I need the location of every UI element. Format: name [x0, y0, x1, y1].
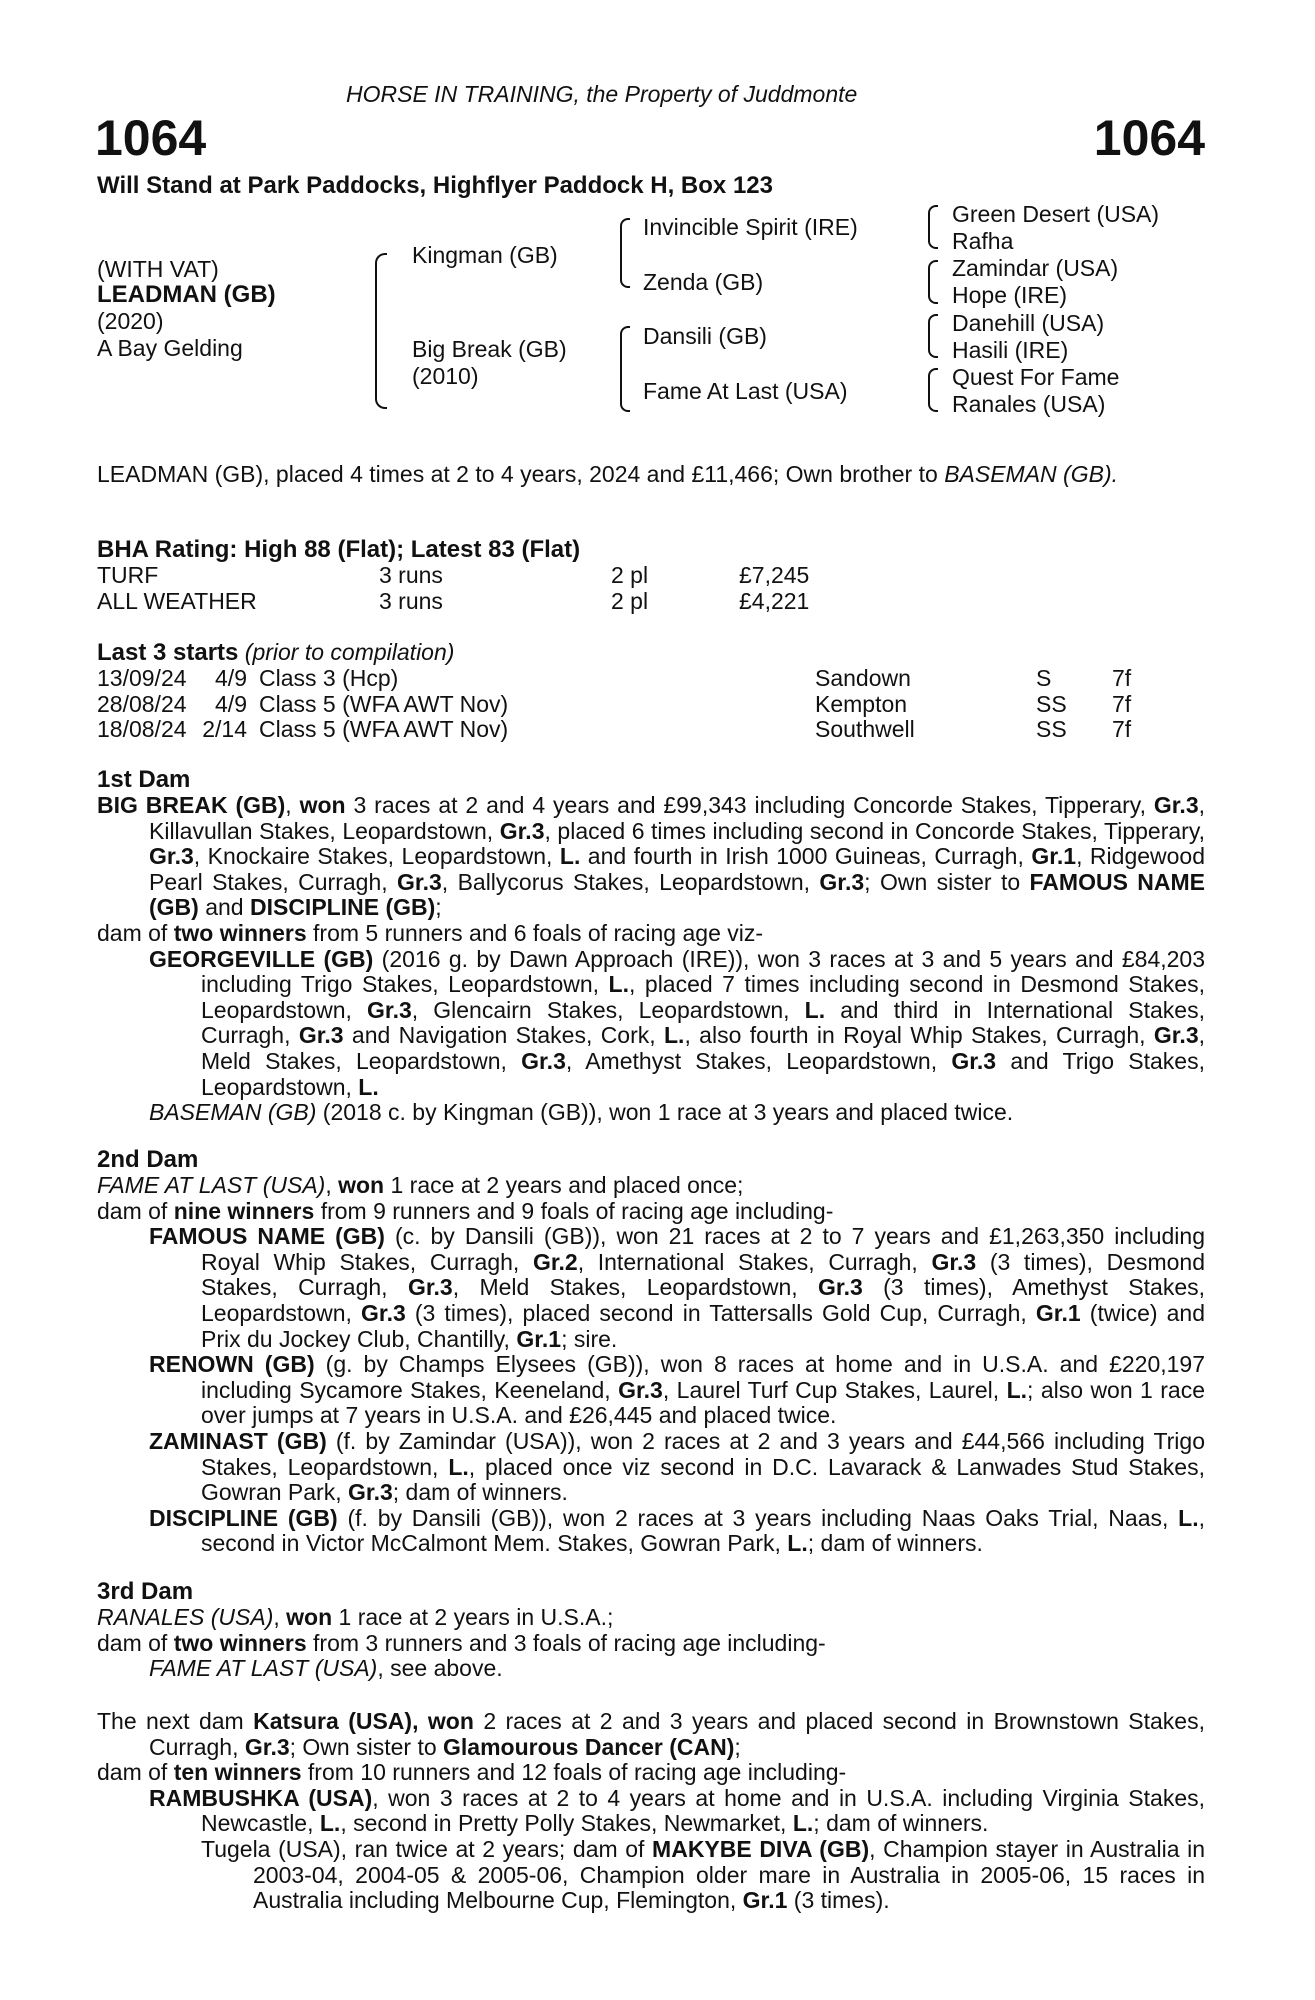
pedigree-brace: [620, 326, 630, 412]
list-item: FAME AT LAST (USA), see above.: [149, 1655, 503, 1682]
lot-number-left: 1064: [95, 110, 207, 166]
last-starts-title: Last 3 starts: [97, 639, 239, 666]
list-item: RENOWN (GB) (g. by Champs Elysees (GB)), won 8 races at home and in U.S.A. and £220,197 including Sycamore Stakes, Keeneland, Gr.3, Laurel Turf Cup Stakes, Laurel, L.; also won 1 race over jumps at 7 years in U.S.A. and £26,445 and placed twice.: [149, 1351, 1206, 1429]
horse-description: A Bay Gelding: [97, 335, 243, 361]
horse-summary: LEADMAN (GB), placed 4 times at 2 to 4 years, 2024 and £11,466; Own brother to BASEMAN (GB).: [97, 461, 1118, 487]
page-title: HORSE IN TRAINING, the Property of Juddmonte: [346, 81, 858, 107]
list-item: GEORGEVILLE (GB) (2016 g. by Dawn Approach (IRE)), won 3 races at 3 and 5 years and £84,203 including Trigo Stakes, Leopardstown, L., placed 7 times including second in Desmond Stakes, Leopardstown, Gr.3, Glencairn Stakes, Leopardstown, L. and third in International Stakes, Curragh, Gr.3 and Navigation Stakes, Cork, L., also fourth in Royal Whip Stakes, Curragh, Gr.3, Meld Stakes, Leopardstown, Gr.3, Amethyst Stakes, Leopardstown, Gr.3 and Trigo Stakes, Leopardstown, L.: [149, 945, 1206, 1100]
first-dam-record: BIG BREAK (GB), won 3 races at 2 and 4 years and £99,343 including Concorde Stakes, Tipperary, Gr.3, Killavullan Stakes, Leopardstown, Gr.3, placed 6 times including second in Concorde Stakes, Tipperary, Gr.3, Knockaire Stakes, Leopardstown, L. and fourth in Irish 1000 Guineas, Curragh, Gr.1, Ridgewood Pearl Stakes, Curragh, Gr.3, Ballycorus Stakes, Leopardstown, Gr.3; Own sister to FAMOUS NAME (GB) and DISCIPLINE (GB);: [97, 792, 1206, 921]
table-row: ALL WEATHER 3 runs 2 pl £4,221: [97, 587, 810, 614]
sire-dam: Zenda (GB): [643, 269, 764, 295]
horse-name: LEADMAN (GB): [97, 281, 276, 308]
dam-dam: Fame At Last (USA): [643, 378, 848, 404]
granddam-3: Hasili (IRE): [952, 337, 1069, 363]
horse-year: (2020): [97, 308, 164, 334]
list-item: ZAMINAST (GB) (f. by Zamindar (USA)), won 2 races at 2 and 3 years and £44,566 including Trigo Stakes, Leopardstown, L., placed once viz second in D.C. Lavarack & Lanwades Stud Stakes, Gowran Park, Gr.3; dam of winners.: [149, 1427, 1205, 1506]
pedigree-brace: [928, 314, 938, 358]
rating-table: [97, 563, 809, 614]
section-heading: 2nd Dam: [97, 1146, 199, 1173]
table-row: 13/09/24 4/9 Class 3 (Hcp) Sandown S 7f: [97, 665, 1132, 691]
grandsire-3: Danehill (USA): [952, 310, 1105, 336]
list-item: Tugela (USA), ran twice at 2 years; dam of MAKYBE DIVA (GB), Champion stayer in Australia in 2003-04, 2004-05 & 2005-06, Champion older mare in Australia in 2005-06, 15 races in Australia including Melbourne Cup, Flemington, Gr.1 (3 times).: [201, 1835, 1205, 1914]
next-dam-section: The next dam Katsura (USA), won 2 races at 2 and 3 years and placed second in Brownstown Stakes, Curragh, Gr.3; Own sister to Glamourous Dancer (CAN); dam of ten winners from 10 runners and 12 foals of racing age including- RAMBUSHKA (USA), won 3 races at 2 to 4 years at home and in U.S.A. including Virginia Stakes, Newcastle, L., second in Pretty Polly Stakes, Newmarket, L.; dam of winners. Tugela (USA), ran twice at 2 years; dam of MAKYBE DIVA (GB), Champion stayer in Australia in 2003-04, 2004-05 & 2005-06, Champion older mare in Australia in 2005-06, 15 races in Australia including Melbourne Cup, Flemington, Gr.1 (3 times).: [97, 1708, 1206, 1914]
section-heading: 3rd Dam: [97, 1578, 194, 1605]
section-heading: 1st Dam: [97, 766, 191, 793]
pedigree-brace: [928, 368, 938, 412]
stabling-location: Will Stand at Park Paddocks, Highflyer Paddock H, Box 123: [97, 172, 773, 199]
first-dam-section: 1st Dam BIG BREAK (GB), won 3 races at 2 and 4 years and £99,343 including Concorde Stakes, Tipperary, Gr.3, Killavullan Stakes, Leopardstown, Gr.3, placed 6 times including second in Concorde Stakes, Tipperary, Gr.3, Knockaire Stakes, Leopardstown, L. and fourth in Irish 1000 Guineas, Curragh, Gr.1, Ridgewood Pearl Stakes, Curragh, Gr.3, Ballycorus Stakes, Leopardstown, Gr.3; Own sister to FAMOUS NAME (GB) and DISCIPLINE (GB); dam of two winners from 5 runners and 6 foals of racing age viz- GEORGEVILLE (GB) (2016 g. by Dawn Approach (IRE)), won 3 races at 3 and 5 years and £84,203 including Trigo Stakes, Leopardstown, L., placed 7 times including second in Desmond Stakes, Leopardstown, Gr.3, Glencairn Stakes, Leopardstown, L. and third in International Stakes, Curragh, Gr.3 and Navigation Stakes, Cork, L., also fourth in Royal Whip Stakes, Curragh, Gr.3, Meld Stakes, Leopardstown, Gr.3, Amethyst Stakes, Leopardstown, Gr.3 and Trigo Stakes, Leopardstown, L. BASEMAN (GB) (2018 c. by Kingman (GB)), won 1 race at 3 years and placed twice.: [97, 766, 1206, 1126]
table-row: 18/08/24 2/14 Class 5 (WFA AWT Nov) Southwell SS 7f: [97, 716, 1132, 743]
list-item: BASEMAN (GB) (2018 c. by Kingman (GB)), won 1 race at 3 years and placed twice.: [149, 1099, 1014, 1126]
table-row: 28/08/24 4/9 Class 5 (WFA AWT Nov) Kempton SS 7f: [97, 690, 1132, 717]
grandsire-2: Zamindar (USA): [952, 255, 1119, 281]
grandsire-1: Green Desert (USA): [952, 201, 1160, 227]
vat-note: (WITH VAT): [97, 256, 219, 282]
pedigree-brace: [375, 253, 387, 409]
pedigree-brace: [620, 218, 630, 288]
dam-year: (2010): [412, 363, 479, 389]
list-item: FAMOUS NAME (GB) (c. by Dansili (GB)), won 21 races at 2 to 7 years and £1,263,350 including Royal Whip Stakes, Curragh, Gr.2, International Stakes, Curragh, Gr.3 (3 times), Desmond Stakes, Curragh, Gr.3, Meld Stakes, Leopardstown, Gr.3 (3 times), Amethyst Stakes, Leopardstown, Gr.3 (3 times), placed second in Tattersalls Gold Cup, Curragh, Gr.1 (twice) and Prix du Jockey Club, Chantilly, Gr.1; sire.: [149, 1223, 1206, 1352]
list-item: RAMBUSHKA (USA), won 3 races at 2 to 4 years at home and in U.S.A. including Virginia Stakes, Newcastle, L., second in Pretty Polly Stakes, Newmarket, L.; dam of winners.: [149, 1784, 1206, 1837]
last-starts-table: [97, 666, 1131, 743]
granddam-4: Ranales (USA): [952, 391, 1106, 417]
table-row: TURF 3 runs 2 pl £7,245: [97, 562, 810, 588]
last-starts-subtitle: (prior to compilation): [244, 639, 455, 665]
brother-name: BASEMAN (GB).: [944, 461, 1118, 487]
grandsire-4: Quest For Fame: [952, 364, 1120, 390]
sire: Kingman (GB): [412, 242, 558, 268]
sire-sire: Invincible Spirit (IRE): [643, 214, 858, 240]
dam: Big Break (GB): [412, 336, 567, 362]
second-dam-section: 2nd Dam FAME AT LAST (USA), won 1 race at 2 years and placed once; dam of nine winners from 9 runners and 9 foals of racing age including- FAMOUS NAME (GB) (c. by Dansili (GB)), won 21 races at 2 to 7 years and £1,263,350 including Royal Whip Stakes, Curragh, Gr.2, International Stakes, Curragh, Gr.3 (3 times), Desmond Stakes, Curragh, Gr.3, Meld Stakes, Leopardstown, Gr.3 (3 times), Amethyst Stakes, Leopardstown, Gr.3 (3 times), placed second in Tattersalls Gold Cup, Curragh, Gr.1 (twice) and Prix du Jockey Club, Chantilly, Gr.1; sire. RENOWN (GB) (g. by Champs Elysees (GB)), won 8 races at home and in U.S.A. and £220,197 including Sycamore Stakes, Keeneland, Gr.3, Laurel Turf Cup Stakes, Laurel, L.; also won 1 race over jumps at 7 years in U.S.A. and £26,445 and placed twice. ZAMINAST (GB) (f. by Zamindar (USA)), won 2 races at 2 and 3 years and £44,566 including Trigo Stakes, Leopardstown, L., placed once viz second in D.C. Lavarack & Lanwades Stud Stakes, Gowran Park, Gr.3; dam of winners. DISCIPLINE (GB) (f. by Dansili (GB)), won 2 races at 3 years including Naas Oaks Trial, Naas, L., second in Victor McCalmont Mem. Stakes, Gowran Park, L.; dam of winners.: [97, 1146, 1206, 1557]
pedigree-brace: [928, 205, 938, 249]
dam-sire: Dansili (GB): [643, 323, 767, 349]
lot-number-right: 1064: [1093, 110, 1205, 166]
pedigree-brace: [928, 260, 938, 304]
granddam-2: Hope (IRE): [952, 282, 1068, 308]
rating-title: BHA Rating: High 88 (Flat); Latest 83 (Flat): [97, 536, 581, 563]
last-starts: [97, 640, 1205, 743]
list-item: DISCIPLINE (GB) (f. by Dansili (GB)), won 2 races at 3 years including Naas Oaks Trial, Naas, L., second in Victor McCalmont Mem. Stakes, Gowran Park, L.; dam of winners.: [149, 1504, 1206, 1557]
bha-rating: [97, 537, 1205, 614]
granddam-1: Rafha: [952, 228, 1014, 254]
third-dam-section: 3rd Dam RANALES (USA), won 1 race at 2 years in U.S.A.; dam of two winners from 3 runners and 3 foals of racing age including- FAME AT LAST (USA), see above.: [97, 1579, 1205, 1682]
